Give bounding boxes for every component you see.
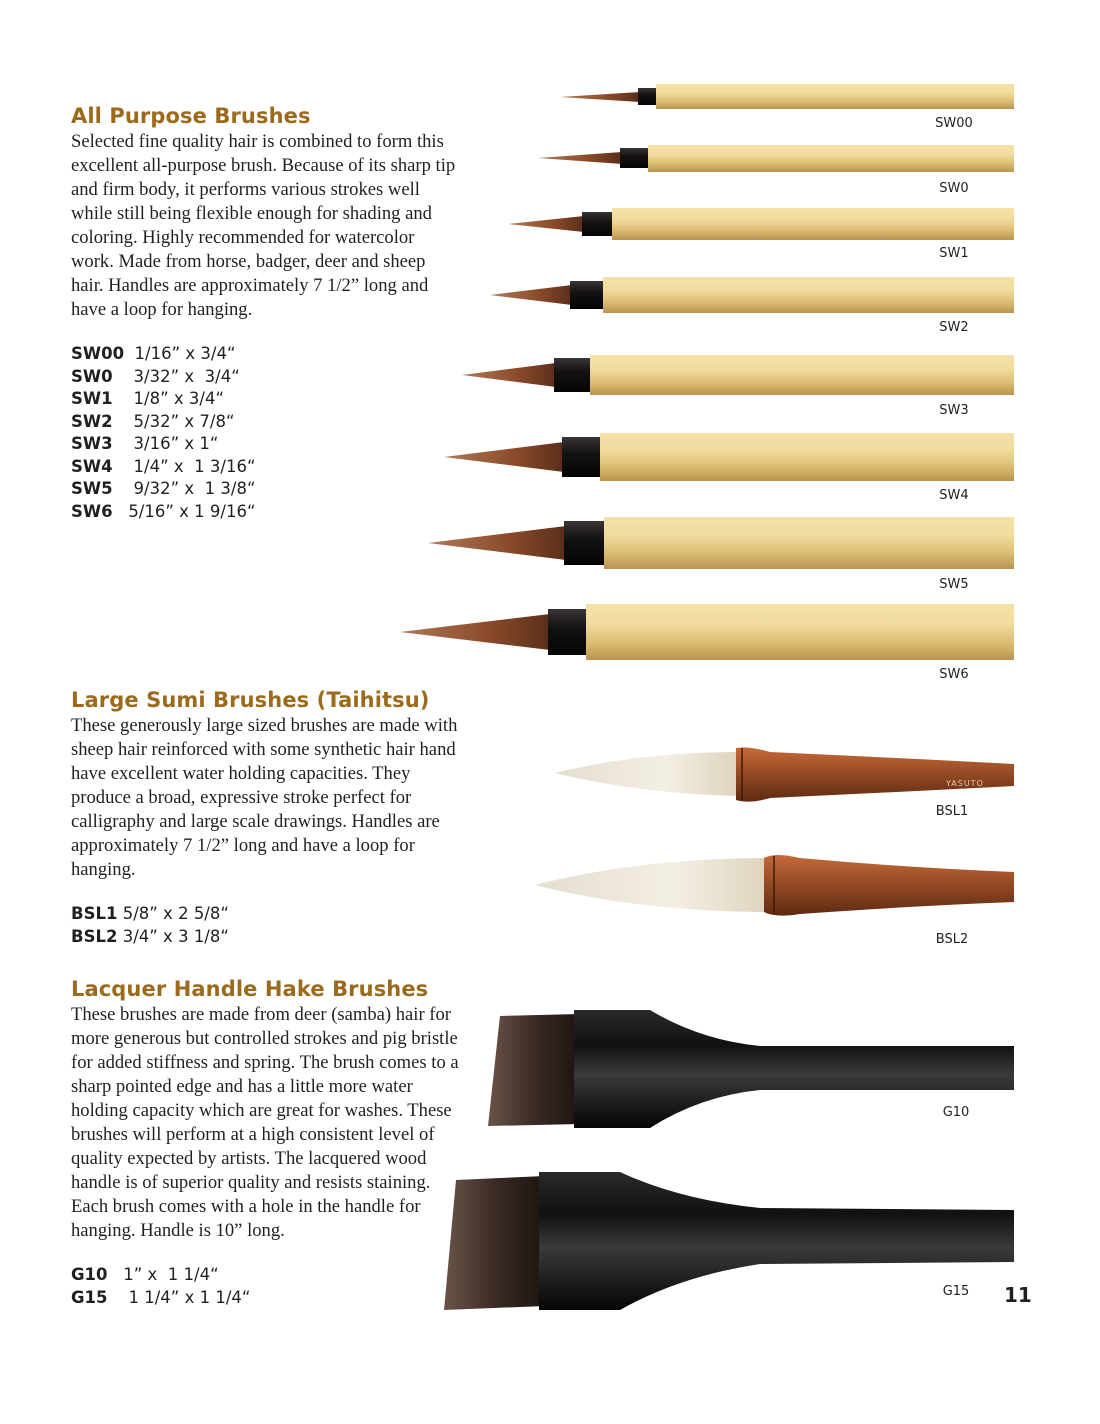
brush-bsl1 — [555, 748, 1014, 802]
spec-row: SW3 3/16” x 1“ — [71, 434, 219, 453]
spec-row: BSL2 3/4” x 3 1/8“ — [71, 926, 229, 946]
brush-label-bsl2: BSL2 — [935, 932, 969, 947]
brush-label-sw4: SW4 — [939, 488, 969, 503]
brush-label-sw0: SW0 — [939, 181, 969, 196]
description-hake: These brushes are made from deer (samba) hair for more generous but controlled strokes and pig bristle for added stiffness and spring. The brush comes to a sharp pointed edge and has a little more water holding capacity which are great for washes. These brushes will perform at a high consistent level of quality expected by artists. The lacquered wood handle is of superior quality and resists staining. Each brush comes with a hole in the handle for hanging. Handle is 10” long. — [71, 1004, 459, 1241]
description-large-sumi: These generously large sized brushes are made with sheep hair reinforced with some synthetic hair hand have excellent water holding capacities. They produce a broad, expressive stroke perfect for calligraphy and large scale drawings. Handles are approximately 7 1/2” long and have a loop for hanging. — [71, 715, 458, 880]
spec-row: SW00 1/16” x 3/4“ — [71, 344, 236, 363]
brush-sw0 — [538, 145, 1014, 172]
spec-row: SW0 3/32” x 3/4“ — [71, 366, 240, 386]
spec-row: SW2 5/32” x 7/8“ — [71, 411, 235, 431]
spec-list-hake — [71, 1264, 250, 1309]
brush-label-sw1: SW1 — [939, 246, 969, 261]
spec-row: SW1 1/8” x 3/4“ — [71, 389, 225, 408]
brush-bsl2 — [535, 855, 1014, 916]
brush-label-sw6: SW6 — [939, 667, 969, 682]
brush-label-sw5: SW5 — [939, 577, 969, 592]
brush-sw1 — [508, 208, 1014, 240]
brush-sw6 — [400, 604, 1014, 660]
brush-sw5 — [428, 517, 1014, 569]
spec-row: SW5 9/32” x 1 3/8“ — [71, 479, 256, 498]
section-title-large-sumi: Large Sumi Brushes (Taihitsu) — [71, 688, 430, 712]
spec-row: SW4 1/4” x 1 3/16“ — [71, 456, 256, 476]
spec-list-large-sumi — [71, 903, 229, 948]
page-number: 11 — [1004, 1283, 1032, 1307]
brush-label-g10: G10 — [942, 1105, 970, 1120]
spec-row: G15 1 1/4” x 1 1/4“ — [71, 1287, 251, 1307]
section-title-hake: Lacquer Handle Hake Brushes — [71, 977, 429, 1001]
section-title-all-purpose: All Purpose Brushes — [71, 104, 311, 128]
brush-label-sw00: SW00 — [935, 116, 973, 131]
brush-label-sw2: SW2 — [939, 320, 969, 335]
spec-list-all-purpose — [71, 343, 256, 523]
brush-sw4 — [444, 433, 1014, 481]
brush-sw2 — [490, 277, 1014, 313]
description-all-purpose: Selected fine quality hair is combined to form this excellent all-purpose brush. Because of its sharp tip and firm body, it performs various strokes well while still being flexible enough for shading and coloring. Highly recommended for watercolor work. Made from horse, badger, deer and sheep hair. Handles are approximately 7 1/2” long and have a loop for hanging. — [71, 131, 456, 320]
spec-row: G10 1” x 1 1/4“ — [71, 1265, 219, 1284]
handle-imprint: YASUTO — [946, 779, 984, 788]
brush-sw3 — [462, 355, 1014, 395]
brush-sw00 — [560, 84, 1014, 109]
spec-row: SW6 5/16” x 1 9/16“ — [71, 501, 256, 521]
brush-label-g15: G15 — [942, 1284, 970, 1299]
brush-label-sw3: SW3 — [939, 403, 969, 418]
brush-label-bsl1: BSL1 — [935, 804, 969, 819]
spec-row: BSL1 5/8” x 2 5/8“ — [71, 904, 229, 923]
